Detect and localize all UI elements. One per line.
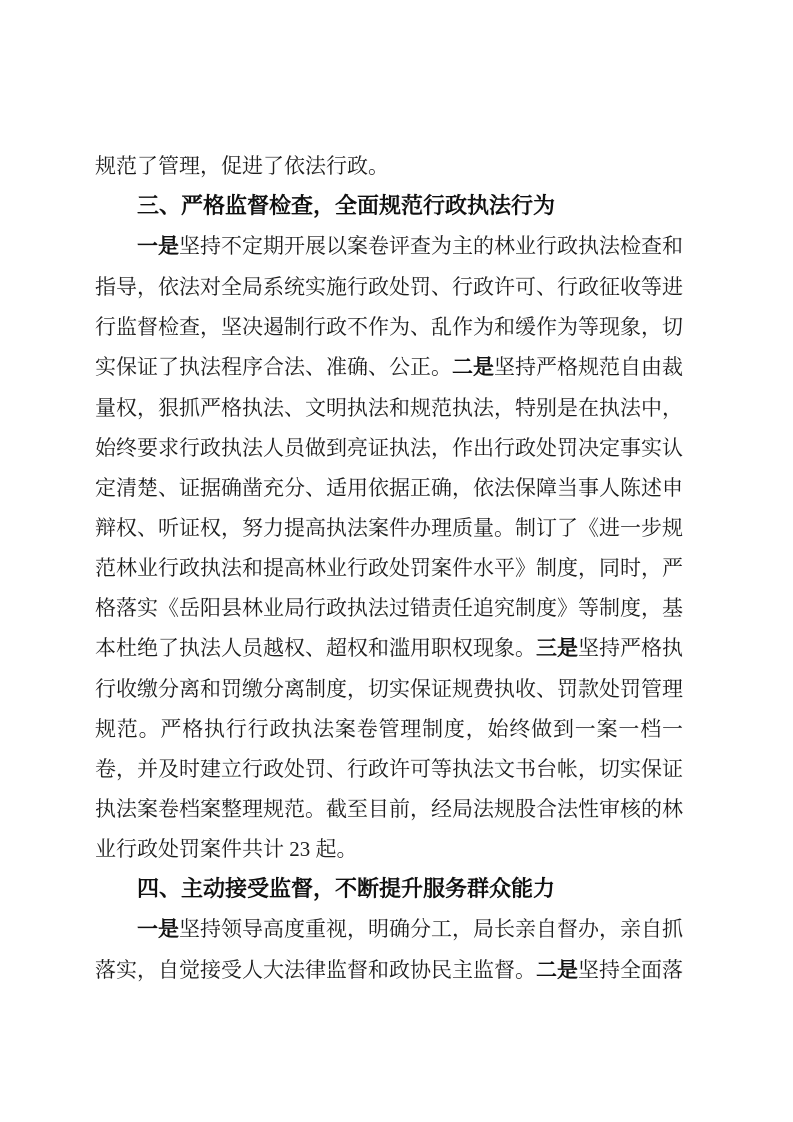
section-3-paragraph: [95, 226, 683, 869]
section-3-run-3: 坚持严格执行收缴分离和罚缴分离制度，切实保证规费执收、罚款处罚管理规范。严格执行行政执法案卷管理制度，始终做到一案一档一卷，并及时建立行政处罚、行政许可等执法文书台帐，切实保证执法案卷档案整理规范。截至目前，经局法规股合法性审核的林业行政处罚案件共计 23 起。: [95, 636, 683, 861]
section-3-run-2: 坚持严格规范自由裁量权，狠抓严格执法、文明执法和规范执法，特别是在执法中，始终要求行政执法人员做到亮证执法，作出行政处罚决定事实认定清楚、证据确凿充分、适用依据正确，依法保障当事人陈述申辩权、听证权，努力提高执法案件办理质量。制订了《进一步规范林业行政执法和提高林业行政处罚案件水平》制度，同时，严格落实《岳阳县林业局行政执法过错责任追究制度》等制度，基本杜绝了执法人员越权、超权和滥用职权现象。: [95, 355, 683, 660]
section-3-marker-1: 一是: [137, 235, 179, 258]
section-4-run-1: 坚持领导高度重视，明确分工，局长亲自督办，亲自抓落实，自觉接受人大法律监督和政协民主监督。: [95, 917, 683, 982]
section-4-run-2: 坚持全面落: [578, 958, 683, 982]
section-3-heading: 三、严格监督检查，全面规范行政执法行为: [137, 193, 556, 218]
section-4-heading: 四、主动接受监督，不断提升服务群众能力: [137, 876, 556, 901]
document-content: [95, 146, 683, 991]
section-4-paragraph: [95, 909, 683, 991]
section-4-marker-1: 一是: [137, 918, 179, 941]
section-3-marker-3: 三是: [536, 637, 578, 660]
section-3-run-1: 坚持不定期开展以案卷评查为主的林业行政执法检查和指导，依法对全局系统实施行政处罚、行政许可、行政征收等进行监督检查，坚决遏制行政不作为、乱作为和缓作为等现象，切实保证了执法程序合法、准确、公正。: [95, 234, 683, 379]
section-3-marker-2: 二是: [452, 356, 494, 379]
section-4-marker-2: 二是: [536, 959, 578, 982]
paragraph-continuation: 规范了管理，促进了依法行政。: [95, 154, 389, 178]
